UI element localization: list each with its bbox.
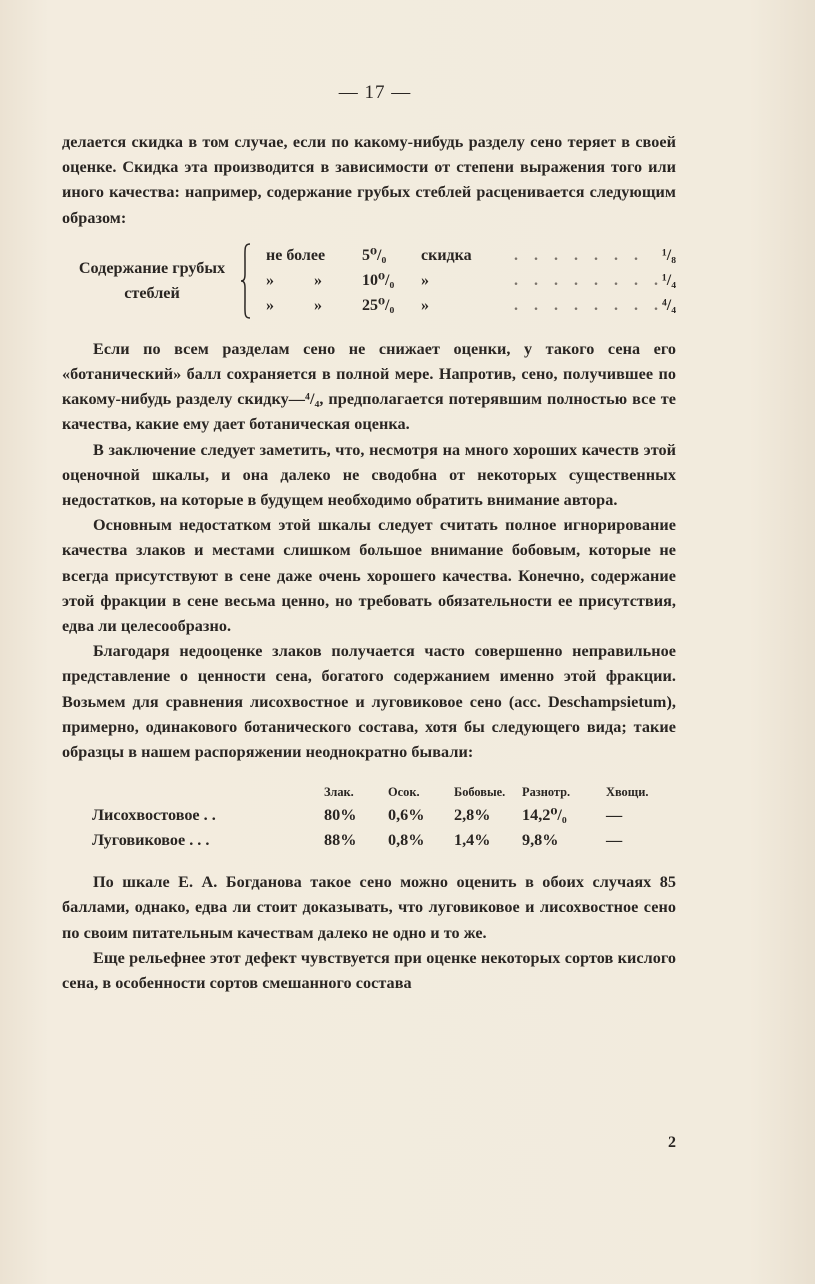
paragraph-6: По шкале Е. А. Богданова такое сено можно оценить в обоих случаях 85 баллами, однако, едва ли стоит доказывать, что луговиковое и лисохвостное сено по своим питательным качествам далеко не одно и то же. — [62, 873, 676, 942]
stem-rate-table — [62, 243, 676, 327]
page-number: — 17 — — [338, 82, 412, 103]
table-cell: 88% — [324, 831, 357, 850]
rate-discount-word: скидка — [421, 246, 472, 264]
stem-rate-label-line-1: Содержание грубых — [78, 258, 226, 277]
table-cell: 9,8% — [522, 831, 559, 850]
table-cell: 80% — [324, 806, 357, 825]
rate-condition: » — [266, 296, 274, 314]
table-row — [62, 803, 676, 828]
paragraph-5: Благодаря недооценке злаков получается часто совершенно неправильное представление о ценности сена, богатого содержанием именно этой фракции. Возьмем для сравнения лисохвостное и луговиковое сено (асс. Deschampsietum), примерно, одинакового ботанического состава, хотя бы следующего вида; такие образцы в нашем распоряжении неоднократно бывали: — [62, 642, 676, 762]
rate-discount-word: » — [421, 296, 429, 314]
dot-leader: . . . . . . . — [514, 246, 644, 264]
paragraph-4: Основным недостатком этой шкалы следует считать полное игнорирование качества злаков и местами слишком большое внимание бобовым, которые не всегда присутствуют в сене даже очень хорошего качества. Конечно, содержание этой фракции в сене весьма ценно, но требовать обязательности ее присутствия, едва ли целесообразно. — [62, 516, 676, 636]
stem-rate-row — [266, 243, 676, 268]
stem-rate-label — [62, 256, 242, 306]
rate-percent: 5⁰/₀ — [362, 246, 387, 264]
column-header: Злак. — [324, 785, 354, 800]
table-cell: — — [606, 831, 623, 850]
composition-table — [62, 783, 676, 858]
rate-condition: » — [266, 271, 274, 289]
table-cell: 14,2⁰/₀ — [522, 806, 567, 825]
paragraph-2: Если по всем разделам сено не снижает оценки, у такого сена его «ботанический» балл сохраняется в полной мере. Напротив, сено, получившее по какому-нибудь разделу скидку—⁴/₄, предполагается потерявшим полностью все те качества, какие ему дает ботаническая оценка. — [62, 339, 676, 434]
rate-discount-word: » — [421, 271, 429, 289]
rate-fraction: ⁴/₄ — [661, 296, 676, 314]
rate-percent: 10⁰/₀ — [362, 271, 395, 289]
column-header: Осок. — [388, 785, 420, 800]
table-cell: 0,8% — [388, 831, 425, 850]
paragraph-7: Еще рельефнее этот дефект чувствуется при оценке некоторых сортов кислого сена, в особенности сортов смешанного состава — [62, 948, 676, 993]
row-label: Лисохвостовое . . — [92, 806, 216, 825]
rate-condition-ditto: » — [314, 271, 322, 289]
rate-fraction: ¹/₄ — [661, 271, 676, 289]
paragraph-1: делается скидка в том случае, если по какому-нибудь разделу сено теряет в своей оценке. Скидка эта производится в зависимости от степени выражения того или иного качества: например, содержание грубых стеблей расценивается следующим образом: — [62, 133, 676, 227]
rate-condition-ditto: » — [314, 296, 322, 314]
left-brace-icon — [240, 243, 252, 319]
stem-rate-row — [266, 293, 676, 318]
rate-percent: 25⁰/₀ — [362, 296, 395, 314]
table-cell: 1,4% — [454, 831, 491, 850]
signature-number: 2 — [668, 1134, 676, 1151]
column-header: Разнотр. — [522, 785, 571, 800]
table-cell: 0,6% — [388, 806, 425, 825]
rate-condition: не более — [266, 246, 326, 264]
table-cell: — — [606, 806, 623, 825]
dot-leader: . . . . . . . . — [514, 271, 664, 289]
table-cell: 2,8% — [454, 806, 491, 825]
column-header: Бобовые. — [454, 785, 506, 800]
column-header: Хвощи. — [606, 785, 649, 800]
row-label: Луговиковое . . . — [92, 831, 210, 850]
table-row — [62, 828, 676, 853]
stem-rate-label-line-2: стеблей — [124, 284, 180, 303]
stem-rate-row — [266, 268, 676, 293]
dot-leader: . . . . . . . . — [514, 296, 664, 314]
rate-fraction: ¹/₈ — [661, 246, 676, 264]
page-content — [62, 82, 676, 1151]
paragraph-3: В заключение следует заметить, что, несмотря на много хороших качеств этой оценочной шкалы, и она далеко не сводобна от некоторых существенных недостатков, на которые в будущем необходимо обратить внимание автора. — [62, 440, 676, 510]
